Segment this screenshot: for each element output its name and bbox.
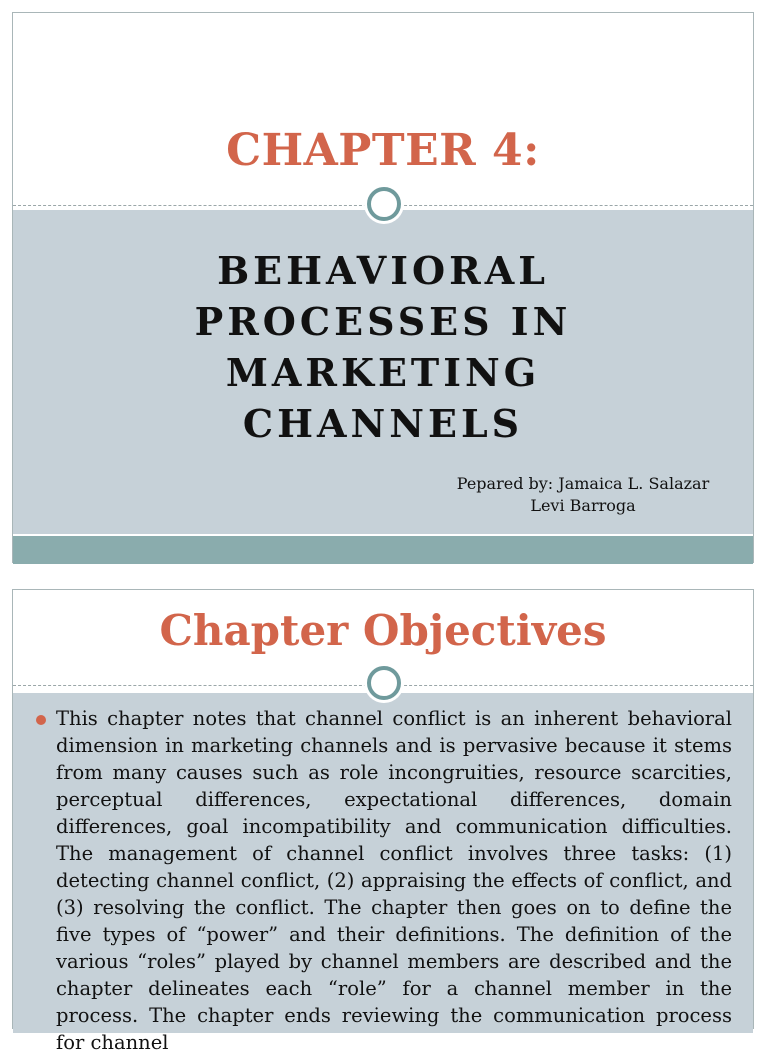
circle-ornament-icon: [367, 187, 401, 221]
slide-title: Chapter Objectives: [159, 606, 607, 655]
chapter-title: CHAPTER 4:: [226, 125, 540, 176]
title-area: [13, 13, 753, 208]
circle-ornament-icon: [367, 666, 401, 700]
subtitle-line: BEHAVIORAL: [217, 248, 549, 293]
footer-bar: [13, 536, 753, 564]
title-slide: [12, 12, 754, 563]
prepared-by: [433, 473, 733, 517]
prepared-by-line: Pepared by: Jamaica L. Salazar: [456, 474, 710, 493]
subtitle-line: CHANNELS: [242, 401, 524, 446]
subtitle-band: [13, 210, 753, 534]
prepared-by-line: Levi Barroga: [530, 496, 636, 515]
objectives-slide: [12, 589, 754, 1054]
subtitle-line: PROCESSES IN: [194, 299, 572, 344]
objectives-paragraph: This chapter notes that channel conflict is an inherent behavioral dimension in marketing channels and is pervasive because it stems from many causes such as role incongruities, resource scarcities, perceptual differences, expectational differences, domain differences, goal incompatibility and communication difficulties. The management of channel conflict involves three tasks: (1) detecting channel conflict, (2) appraising the effects of conflict, and (3) resolving the conflict. The chapter then goes on to define the five types of “power” and their definitions. The definition of the various “roles” played by channel members are described and the chapter delineates each “role” for a channel member in the process. The chapter ends reviewing the communication process for channel: [56, 707, 732, 1054]
subtitle-line: MARKETING: [225, 350, 541, 395]
slide-subtitle: [13, 245, 753, 449]
bullet-icon: [36, 715, 46, 725]
